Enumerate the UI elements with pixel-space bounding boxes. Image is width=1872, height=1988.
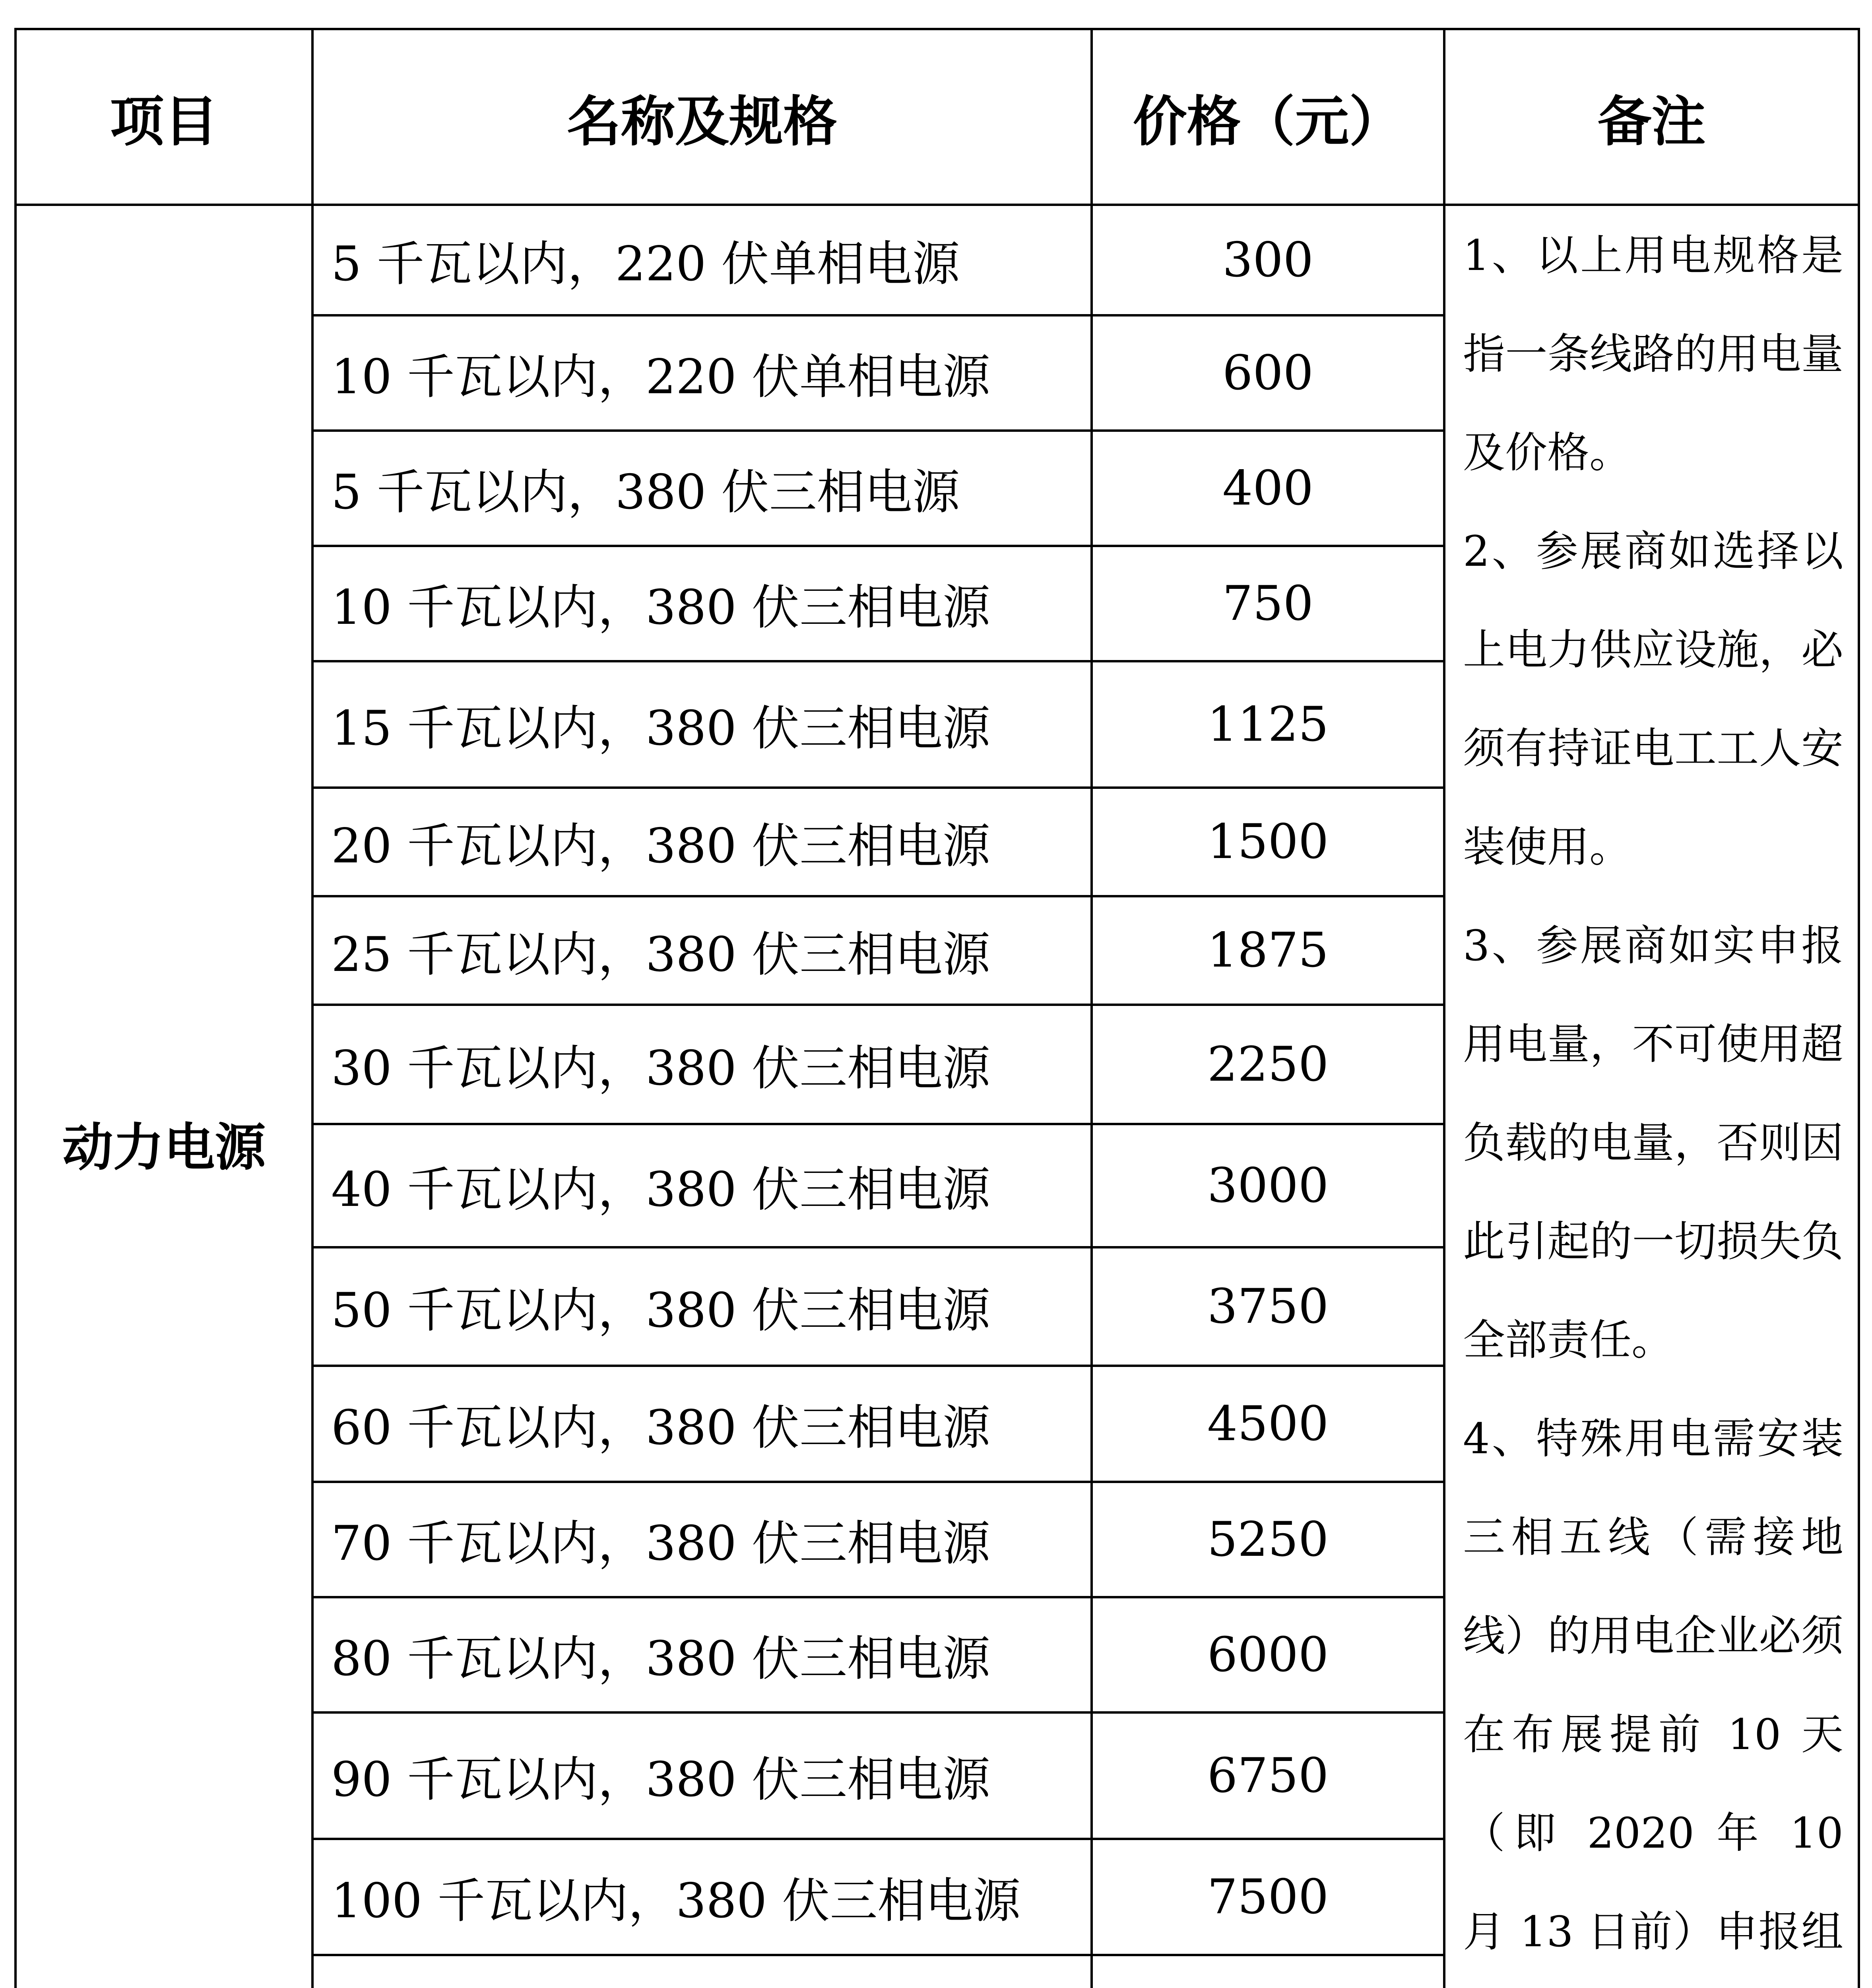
spec-name-cell: 40 千瓦以内，380 伏三相电源 [312,1124,1092,1247]
power-price-table [14,28,1860,1988]
spec-name-cell: 20 千瓦以内，380 伏三相电源 [312,788,1092,896]
note-item: 4、特殊用电需安装三相五线（需接地线）的用电企业必须在布展提前 10 天（即 2020 年 10 月 13 日前）申报组 [1463,1414,1843,1956]
spec-name-cell [312,1955,1092,1988]
spec-name-cell: 10 千瓦以内，220 伏单相电源 [312,315,1092,431]
spec-name-cell: 100 千瓦以内，380 伏三相电源 [312,1839,1092,1955]
spec-name-cell: 25 千瓦以内，380 伏三相电源 [312,896,1092,1005]
price-cell: 400 [1092,431,1444,546]
header-price: 价格（元） [1092,29,1444,205]
spec-name-cell: 5 千瓦以内，380 伏三相电源 [312,431,1092,546]
note-item: 2、参展商如选择以上电力供应设施，必须有持证电工工人安装使用。 [1463,527,1843,872]
table-row [16,205,1859,315]
price-cell [1092,1955,1444,1988]
table-body [16,205,1859,1988]
spec-name-cell: 70 千瓦以内，380 伏三相电源 [312,1482,1092,1597]
price-cell: 1500 [1092,788,1444,896]
price-cell: 2250 [1092,1005,1444,1124]
price-cell: 600 [1092,315,1444,431]
note-item: 3、参展商如实申报用电量，不可使用超负载的电量，否则因此引起的一切损失负全部责任。 [1463,921,1843,1365]
price-cell: 750 [1092,546,1444,661]
price-cell: 6750 [1092,1712,1444,1839]
price-cell: 5250 [1092,1482,1444,1597]
item-category-cell: 动力电源 [16,205,312,1988]
price-cell: 1125 [1092,661,1444,788]
price-cell: 3000 [1092,1124,1444,1247]
spec-name-cell: 80 千瓦以内，380 伏三相电源 [312,1597,1092,1712]
table-header-row [16,29,1859,205]
note-item: 1、以上用电规格是指一条线路的用电量及价格。 [1463,231,1843,477]
price-cell: 3750 [1092,1247,1444,1366]
header-note: 备注 [1444,29,1859,205]
spec-name-cell: 90 千瓦以内，380 伏三相电源 [312,1712,1092,1839]
notes-cell [1444,205,1859,1988]
spec-name-cell: 10 千瓦以内，380 伏三相电源 [312,546,1092,661]
price-cell: 7500 [1092,1839,1444,1955]
price-cell: 300 [1092,205,1444,315]
spec-name-cell: 15 千瓦以内，380 伏三相电源 [312,661,1092,788]
spec-name-cell: 30 千瓦以内，380 伏三相电源 [312,1005,1092,1124]
price-cell: 6000 [1092,1597,1444,1712]
spec-name-cell: 5 千瓦以内，220 伏单相电源 [312,205,1092,315]
price-cell: 1875 [1092,896,1444,1005]
spec-name-cell: 60 千瓦以内，380 伏三相电源 [312,1366,1092,1482]
spec-name-cell: 50 千瓦以内，380 伏三相电源 [312,1247,1092,1366]
header-item: 项目 [16,29,312,205]
price-cell: 4500 [1092,1366,1444,1482]
header-name: 名称及规格 [312,29,1092,205]
